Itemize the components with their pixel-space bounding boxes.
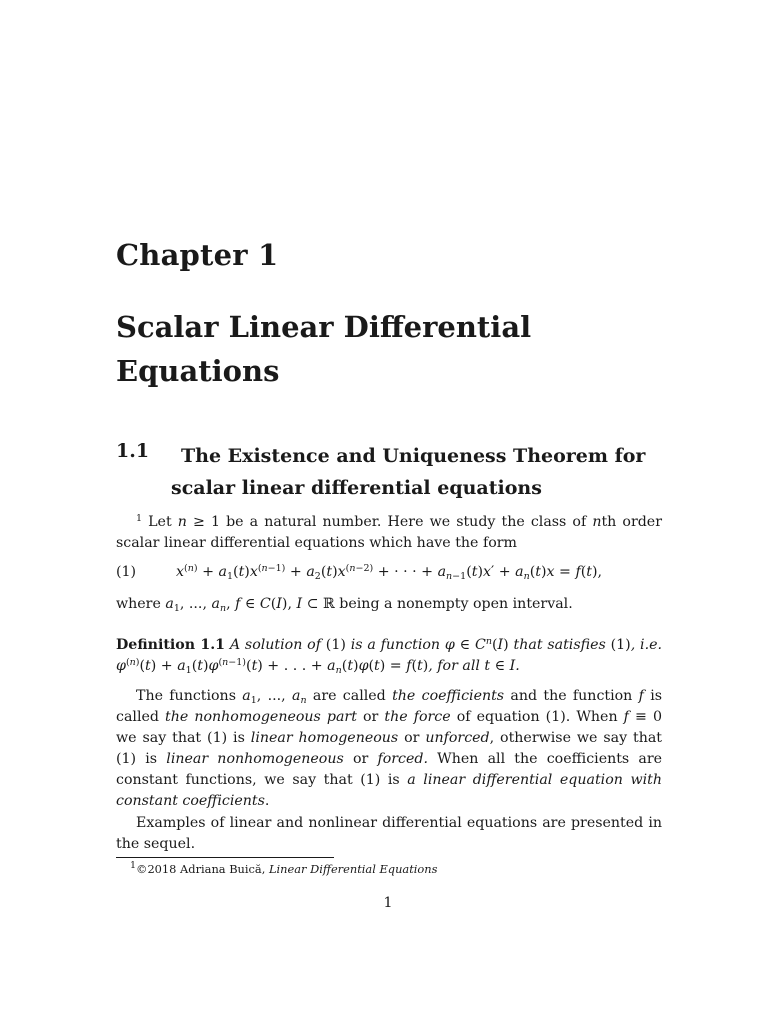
- examples-paragraph: Examples of linear and nonlinear differential equations are presented in the sequel.: [116, 815, 662, 852]
- footnote-ref-marker: 1: [136, 513, 143, 524]
- footnote-book-title: Linear Differential Equations: [268, 862, 438, 876]
- footnote-divider: [116, 857, 334, 858]
- definition-label: Definition 1.1: [116, 637, 226, 653]
- chapter-title-line-1: Scalar Linear Differential: [116, 310, 532, 344]
- equation-1: $x^{(n)} + a_1(t)x^{(n-1)} + a_2(t)x^{(n-2)}$ + · · · + $a_{n-1}(t)x' + a_n(t)x = f(t)$,: [176, 563, 603, 582]
- chapter-title-line-2: Equations: [116, 354, 280, 388]
- footnote-marker: 1: [130, 860, 137, 871]
- section-title-line-2: scalar linear differential equations: [171, 477, 542, 499]
- equation-number: (1): [116, 564, 137, 580]
- footnote-copyright: ©2018 Adriana Buică,: [136, 862, 269, 876]
- chapter-title: [116, 305, 676, 393]
- footnote: [130, 860, 437, 878]
- section-title-line-1: The Existence and Uniqueness Theorem for: [181, 445, 646, 467]
- page-number: 1: [383, 895, 393, 911]
- section-title: [171, 440, 671, 504]
- intro-paragraph: $^1$ Let n ≥ 1 be a natural number. Here we study the class of nth order scalar linear differential equations which have the form: [116, 513, 662, 551]
- definition-1-1: Definition 1.1 A solution of (1) is a function φ ∈ $C^n(I)$ that satisfies (1), i.e. $\varphi^{(n)}(t) + a_1(t)\varphi^{(n-1)}(t)$ + . . . + $a_n(t)\varphi(t) = f(t)$, for all t ∈ I.: [116, 636, 662, 676]
- chapter-label: Chapter 1: [116, 238, 279, 272]
- section-number: 1.1: [116, 440, 150, 462]
- where-line: where $a_1$, ..., $a_n$, f ∈ C(I), I ⊂ ℝ being a nonempty open interval.: [116, 596, 573, 614]
- coefficients-paragraph: The functions $a_1$, ..., $a_n$ are called the coefficients and the function f is called the nonhomogeneous part or the force of equation (1). When f ≡ 0 we say that (1) is linear homogeneous or unforced, otherwise we say that (1) is linear nonhomogeneous or forced. When all the coefficients are constant functions, we say that (1) is a linear differential equation with constant coefficients.: [116, 688, 663, 809]
